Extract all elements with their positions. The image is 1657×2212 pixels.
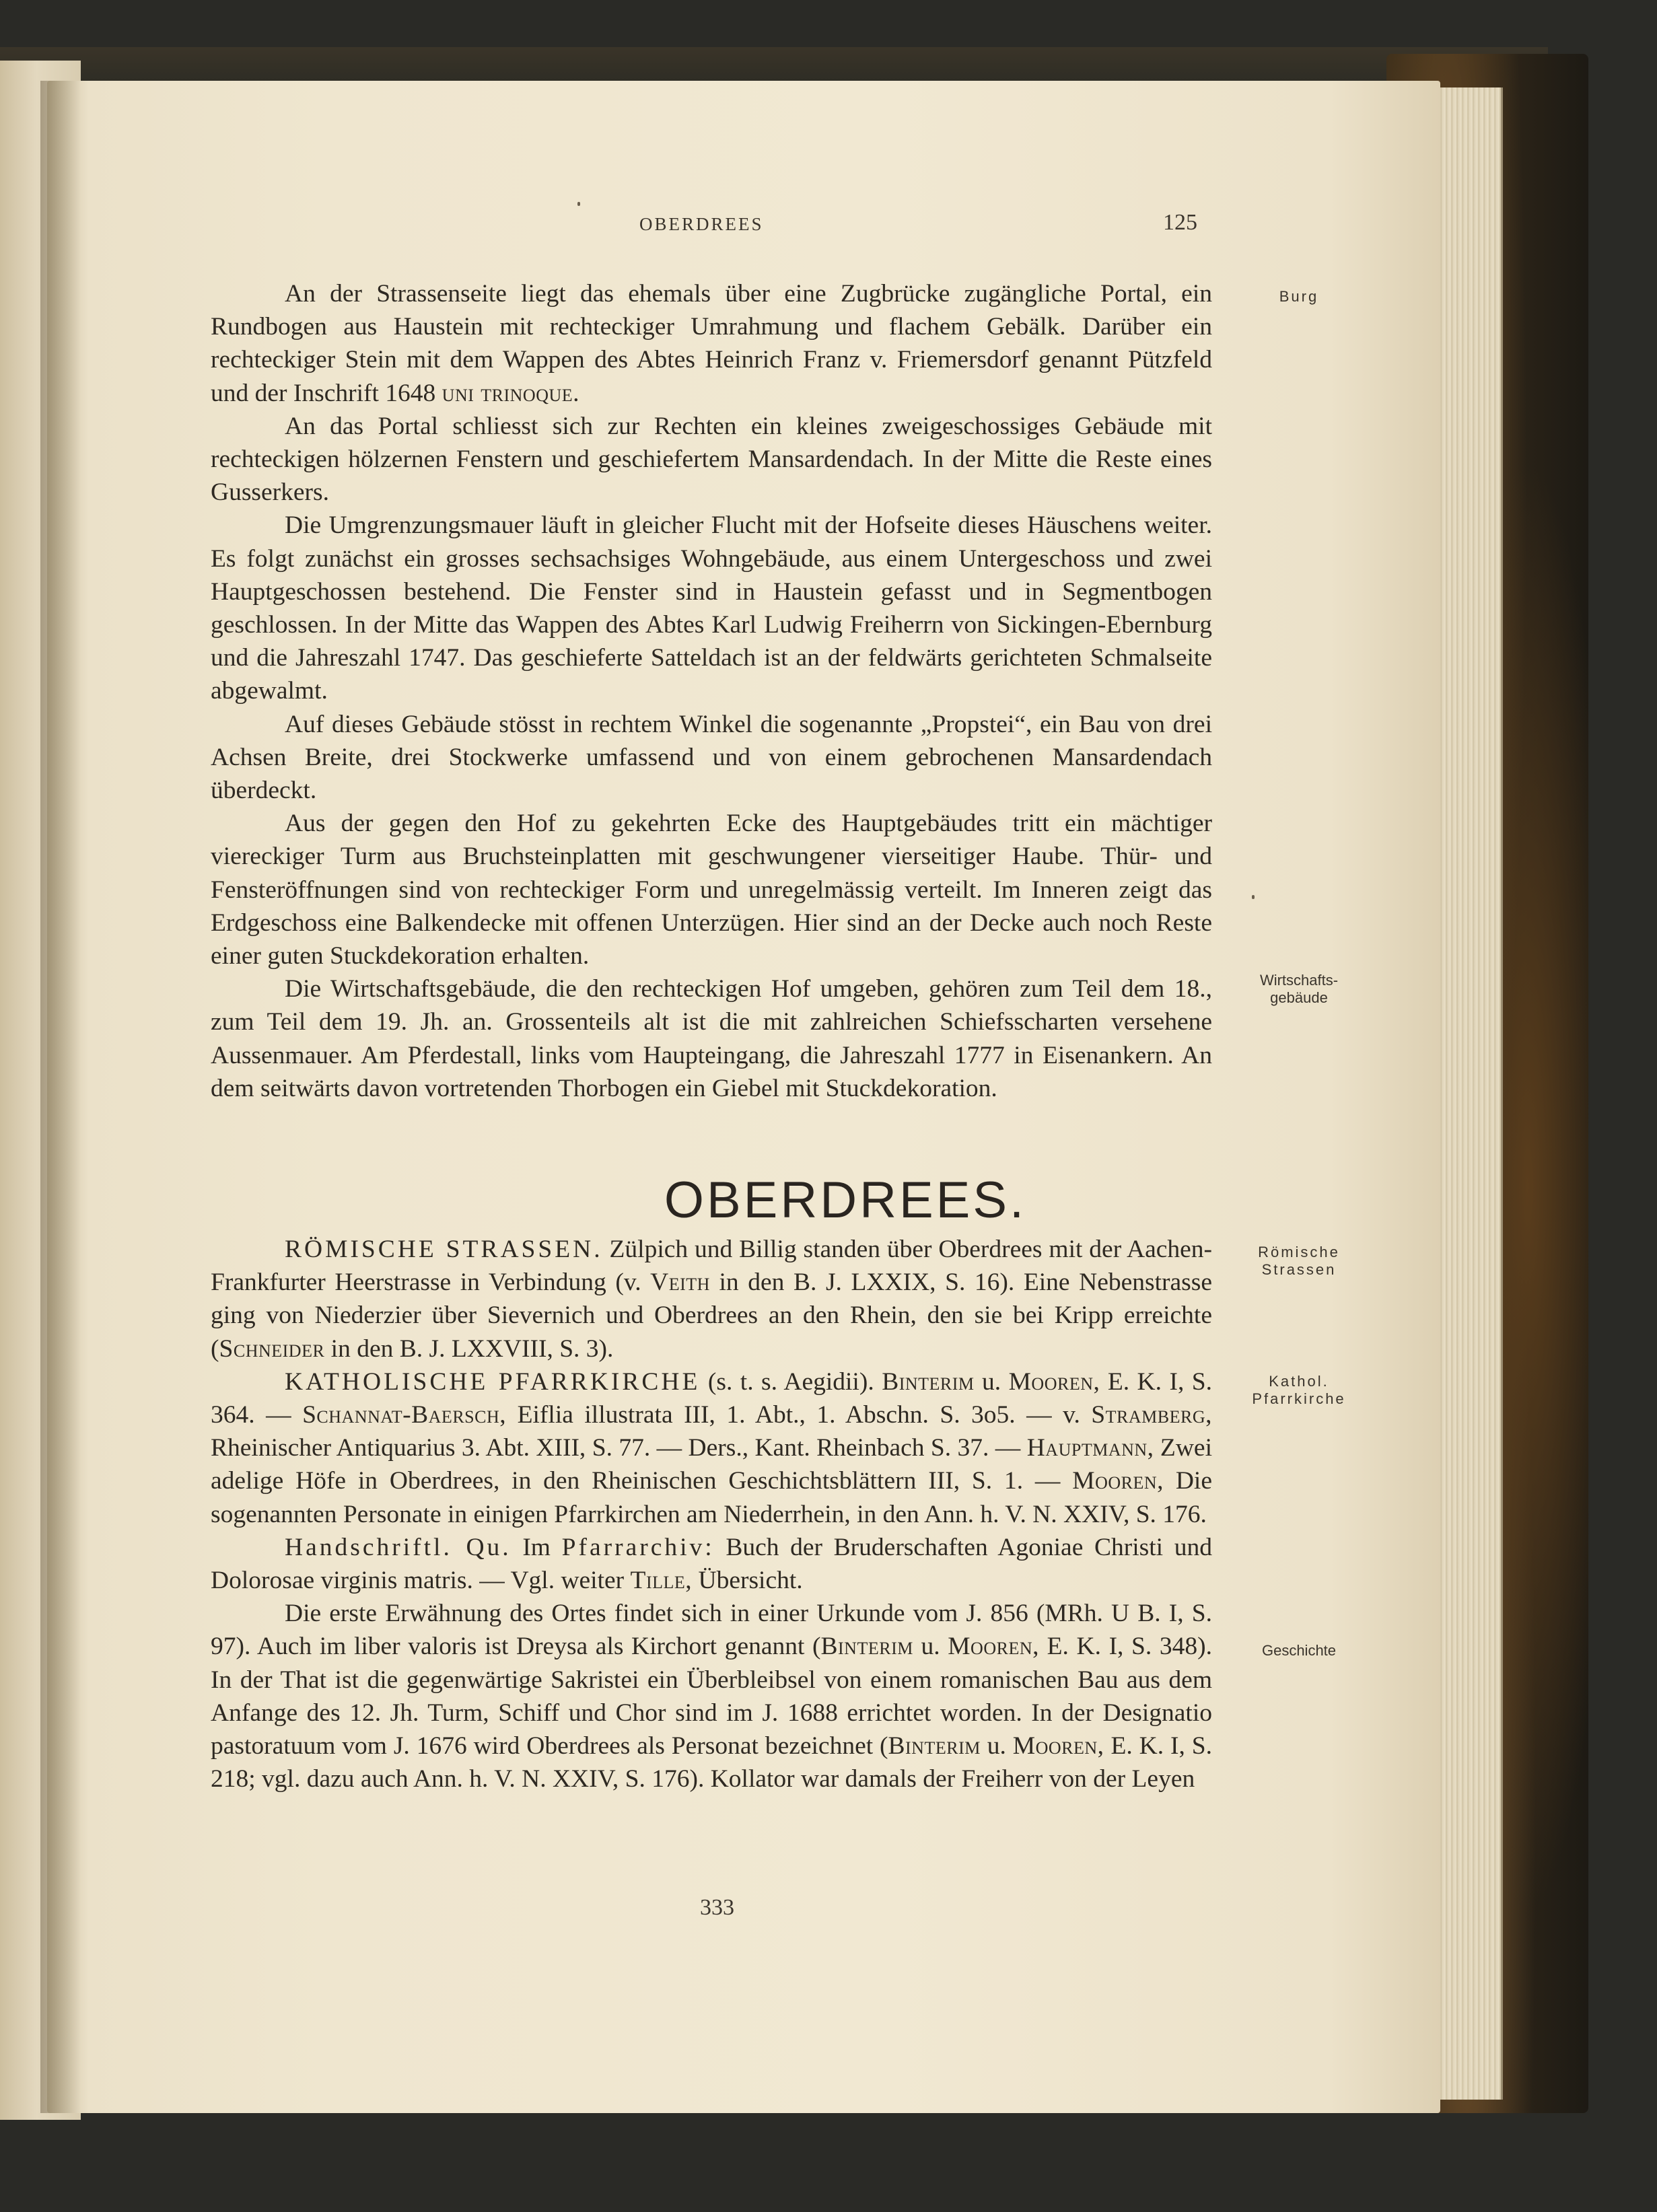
margin-note-line: Römische (1258, 1244, 1340, 1260)
paragraph-geschichte: Die erste Erwähnung des Ortes findet sich in einer Urkunde vom J. 856 (MRh. U B. I, S. 97). Auch im liber valoris ist Dreysa als Kirchort genannt (Binterim u. Mooren, E. K. I, S. 348). In der That ist die gegenwärtige Sakristei ein Überbleibsel von einem romanischen Bau aus dem Anfange des 12. Jh. Turm, Schiff und Chor sind im J. 1688 errichtet worden. In der Designatio pastoratuum vom J. 1676 wird Oberdrees als Personat bezeichnet (Binterim u. Mooren, E. K. I, S. 218; vgl. dazu auch Ann. h. V. N. XXIV, S. 176). Kollator war damals der Freiherr von der Leyen (211, 1600, 1212, 1793)
margin-note-pfarrkirche (1232, 1373, 1366, 1408)
margin-note-line: Wirtschafts- (1259, 972, 1339, 989)
gutter-shadow (40, 81, 81, 2113)
paragraph-handschriften: Handschriftl. Qu. Im Pfarrarchiv: Buch der Bruderschaften Agoniae Christi und Dolorosae virginis matris. — Vgl. weiter Tille, Übersicht. (211, 1533, 1212, 1595)
section-heading: OBERDREES. (664, 1172, 1027, 1229)
margin-note-line: gebäude (1270, 989, 1328, 1006)
paragraph: Die Wirtschaftsgebäude, die den rechteckigen Hof umgeben, gehören zum Teil dem 18., zum Teil dem 19. Jh. an. Grossenteils alt ist die mit zahlreichen Schiefsscharten versehene Aussenmauer. Am Pferdestall, links vom Haupteingang, die Jahreszahl 1777 in Eisenankern. An dem seitwärts davon vortretenden Thorbogen ein Giebel mit Stuckdekoration. (211, 975, 1212, 1102)
paragraph: Auf dieses Gebäude stösst in rechtem Winkel die sogenannte „Propstei“, ein Bau von drei Achsen Breite, drei Stockwerke umfassend und von einem gebrochenen Mansardendach überdeckt. (211, 710, 1212, 805)
margin-note-geschichte: Geschichte (1261, 1642, 1337, 1659)
paper-speck (1252, 895, 1255, 899)
signature-number: 333 (700, 1895, 734, 1920)
margin-note-burg: Burg (1279, 288, 1319, 305)
text-block-burg (211, 277, 1212, 1105)
margin-note-wirtschaftsgebaeude (1232, 972, 1366, 1007)
paragraph-pfarrkirche: KATHOLISCHE PFARRKIRCHE (s. t. s. Aegidii). Binterim u. Mooren, E. K. I, S. 364. — Schannat-Baersch, Eiflia illustrata III, 1. Abt., 1. Abschn. S. 3o5. — v. Stramberg, Rheinischer Antiquarius 3. Abt. XIII, S. 77. — Ders., Kant. Rheinbach S. 37. — Hauptmann, Zwei adelige Höfe in Oberdrees, in den Rheinischen Geschichtsblättern III, S. 1. — Mooren, Die sogenannten Personate in einigen Pfarrkirchen am Niederrhein, in den Ann. h. V. N. XXIV, S. 176. (211, 1367, 1213, 1528)
paper-speck (577, 202, 580, 206)
running-head (0, 210, 1657, 241)
text-block-oberdrees (211, 1233, 1212, 1795)
running-head-title: OBERDREES (639, 214, 764, 234)
margin-note-roemische-strassen (1232, 1244, 1366, 1279)
paragraph-roemische-strassen: RÖMISCHE STRASSEN. Zülpich und Billig standen über Oberdrees mit der Aachen-Frankfurter Heerstrasse in Verbindung (v. Veith in den B. J. LXXIX, S. 16). Eine Nebenstrasse ging von Niederzier über Sievernich und Oberdrees an den Rhein, den sie bei Kripp erreichte (Schneider in den B. J. LXXVIII, S. 3). (211, 1236, 1213, 1363)
paragraph: An der Strassenseite liegt das ehemals über eine Zugbrücke zugängliche Portal, ein Rundbogen aus Haustein mit rechteckiger Umrahmung und flachem Gebälk. Darüber ein rechteckiger Stein mit dem Wappen des Abtes Heinrich Franz v. Friemersdorf genannt Pützfeld und der Inschrift 1648 uni trinoque. (211, 280, 1212, 407)
margin-note-line: Kathol. (1269, 1373, 1329, 1390)
paragraph: Die Umgrenzungsmauer läuft in gleicher Flucht mit der Hofseite dieses Häuschens weiter. Es folgt zunächst ein grosses sechsachsiges Wohngebäude, aus einem Untergeschoss und zwei Hauptgeschossen bestehend. Die Fenster sind in Haustein gefasst und in Segmentbogen geschlossen. In der Mitte das Wappen des Abtes Karl Ludwig Freiherrn von Sickingen-Ebernburg und die Jahreszahl 1747. Das geschieferte Satteldach ist an der feldwärts gerichteten Schmalseite abgewalmt. (211, 511, 1212, 705)
margin-note-line: Strassen (1261, 1261, 1337, 1278)
paragraph: Aus der gegen den Hof zu gekehrten Ecke des Hauptgebäudes tritt ein mächtiger viereckiger Turm aus Bruchsteinplatten mit geschwungener vierseitiger Haube. Thür- und Fensteröffnungen sind von rechteckiger Form und unregelmässig verteilt. Im Inneren zeigt das Erdgeschoss eine Balkendecke mit offenen Unterzügen. Hier sind an der Decke auch noch Reste einer guten Stuckdekoration erhalten. (211, 810, 1212, 970)
paragraph: An das Portal schliesst sich zur Rechten ein kleines zweigeschossiges Gebäude mit rechteckigen hölzernen Fenstern und geschiefertem Mansardendach. In der Mitte die Reste eines Gusserkers. (211, 412, 1212, 507)
margin-note-line: Pfarrkirche (1252, 1390, 1346, 1407)
running-head-page-number: 125 (1163, 210, 1197, 235)
